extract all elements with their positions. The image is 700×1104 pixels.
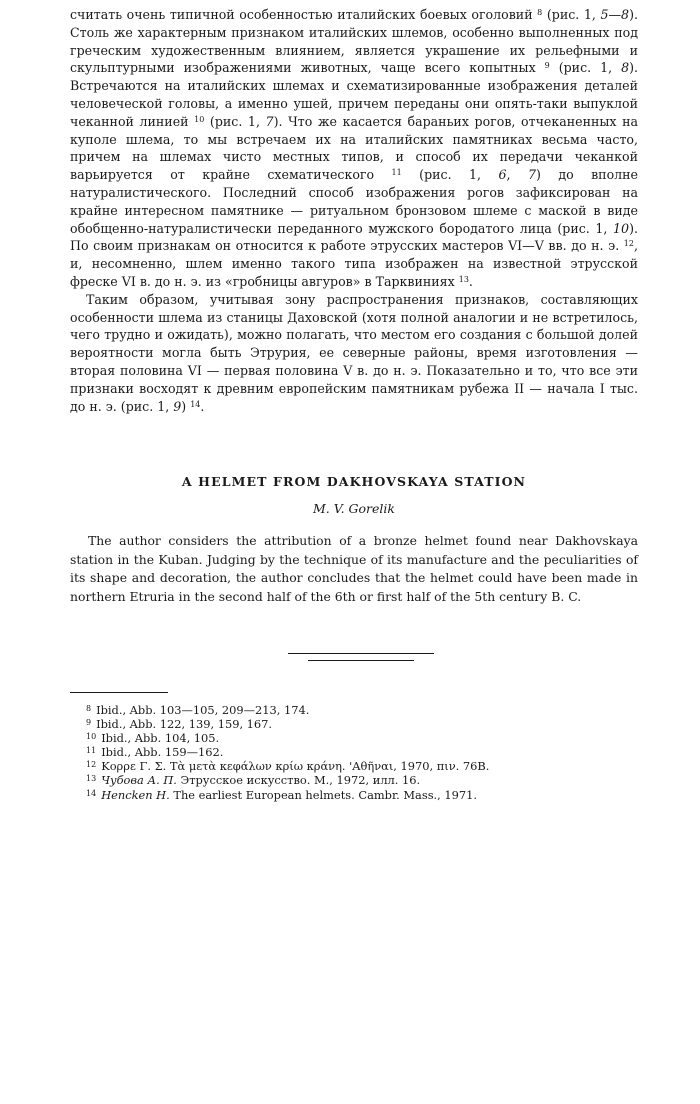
text-run: ). По своим признакам он относится к работе этрусских мастеров VI—V вв. до н. э. [70,220,638,254]
italic-run: Чубова А. П. [101,773,177,788]
end-rule-lower [308,660,414,661]
footnote-number: 12 [86,760,97,770]
footnote-ref: 14 [190,399,201,409]
paragraph-1 [70,6,638,291]
italic-run: 6 [498,167,507,183]
italic-run: 10 [613,220,630,236]
footnote-item [86,731,638,745]
text-run: ) [181,398,191,414]
footnote-ref: 11 [391,168,402,178]
footnote-ref: 10 [194,114,205,124]
footnote-number: 14 [86,788,97,798]
end-rule-upper [288,653,434,654]
text-run: (рис. 1, [549,60,622,76]
footnote-item [86,703,638,717]
footnote-ref: 13 [458,274,469,284]
italic-run: Hencken H. [101,787,170,802]
text-run: ). Столь же характерным признаком италийских шлемов, особенно выполненных под греческим художественным влиянием, является украшение их рельефными и скульптурными изображениями животных, чаще всего копытных [70,7,638,76]
footnote-ref: 9 [544,61,550,71]
footnote-number: 10 [86,732,97,742]
english-author: M. V. Gorelik [313,501,395,516]
text-run: . [468,273,473,289]
text-run: Ibid., Abb. 104, 105. [101,731,220,746]
text-run: The earliest European helmets. Cambr. Mass., 1971. [169,787,478,802]
text-run: , и, несомненно, шлем именно такого типа изображен на известной этрусской фреске VI в. до н. э. из «гробницы авгуров» в Тарквиниях [70,238,638,289]
italic-run: 5—8 [600,7,630,22]
italic-run: 8 [621,60,630,76]
footnote-item [86,745,638,759]
text-run: (рис. 1, [542,7,601,22]
english-abstract: The author considers the attribution of a bronze helmet found near Dakhovskaya station in the Kuban. Judging by the technique of its manufacture and the peculiarities of its shape and decoration, the author concludes that the helmet could have been made in northern Etruria in the second half of the 6th or first half of the 5th century B. C. [70,533,638,604]
text-run: (рис. 1, [204,113,266,129]
text-run: , [506,167,528,183]
footnotes [86,703,638,802]
text-run: (рис. 1, [401,167,499,183]
body-text [70,6,638,415]
footnote-number: 13 [86,774,97,784]
footnote-item [86,788,638,802]
footnote-item [86,759,638,773]
text-run: Ibid., Abb. 103—105, 209—213, 174. [96,703,310,717]
footnote-ref: 12 [623,239,634,249]
paragraph-2 [70,291,638,416]
text-run: Ibid., Abb. 122, 139, 159, 167. [96,717,273,732]
text-run: считать очень типичной особенностью италийских боевых оголовий [70,7,538,22]
text-run: Κορρε Γ. Σ. Τὰ μετὰ κεφάλων κρίω κράνη. 'Αθῆναι, 1970, πιν. 76Β. [101,759,490,774]
text-run: Таким образом, учитывая зону распространения признаков, составляющих особенности шлема из станицы Даховской (хотя полной аналогии и не встретилось, чего трудно и ожидать), можно полагать, что местом его создания с большой долей вероятности могла быть Этрурия, ее северные районы, время изготовления — вторая половина VI — первая половина V в. до н. э. Показательно и то, что все эти признаки восходят к древним европейским памятникам рубежа II — начала I тыс. до н. э. (рис. 1, [70,291,638,414]
footnote-number: 11 [86,746,97,756]
text-run: Этрусское искусство. М., 1972, илл. 16. [176,773,421,788]
footnote-separator [70,692,168,693]
italic-run: 9 [173,398,182,414]
footnote-ref: 8 [537,8,543,17]
italic-run: 7 [527,167,536,183]
footnote-item [86,773,638,787]
text-run: ). Встречаются на италийских шлемах и схематизированные изображения деталей человеческой головы, а именно ушей, причем переданы они опять-таки выпуклой чеканной линией [70,60,638,129]
text-run: . [200,398,205,414]
footnote-item [86,717,638,731]
footnote-number: 9 [86,718,92,728]
text-run: ). Что же касается бараньих рогов, отчеканенных на куполе шлема, то мы встречаем их на италийских памятниках весьма часто, причем на шлемах чисто местных типов, и способ их передачи чеканкой варьируется от крайне схематического [70,113,638,183]
text-run: Ibid., Abb. 159—162. [101,745,224,760]
text-run: ) до вполне натуралистического. Последний способ изображения рогов зафиксирован на крайне интересном памятнике — ритуальном бронзовом шлеме с маской в виде обобщенно-натуралистически переданного мужского бородатого лица (рис. 1, [70,167,639,236]
english-title: A HELMET FROM DAKHOVSKAYA STATION [181,474,527,489]
italic-run: 7 [265,113,274,129]
footnote-number: 8 [86,704,92,713]
